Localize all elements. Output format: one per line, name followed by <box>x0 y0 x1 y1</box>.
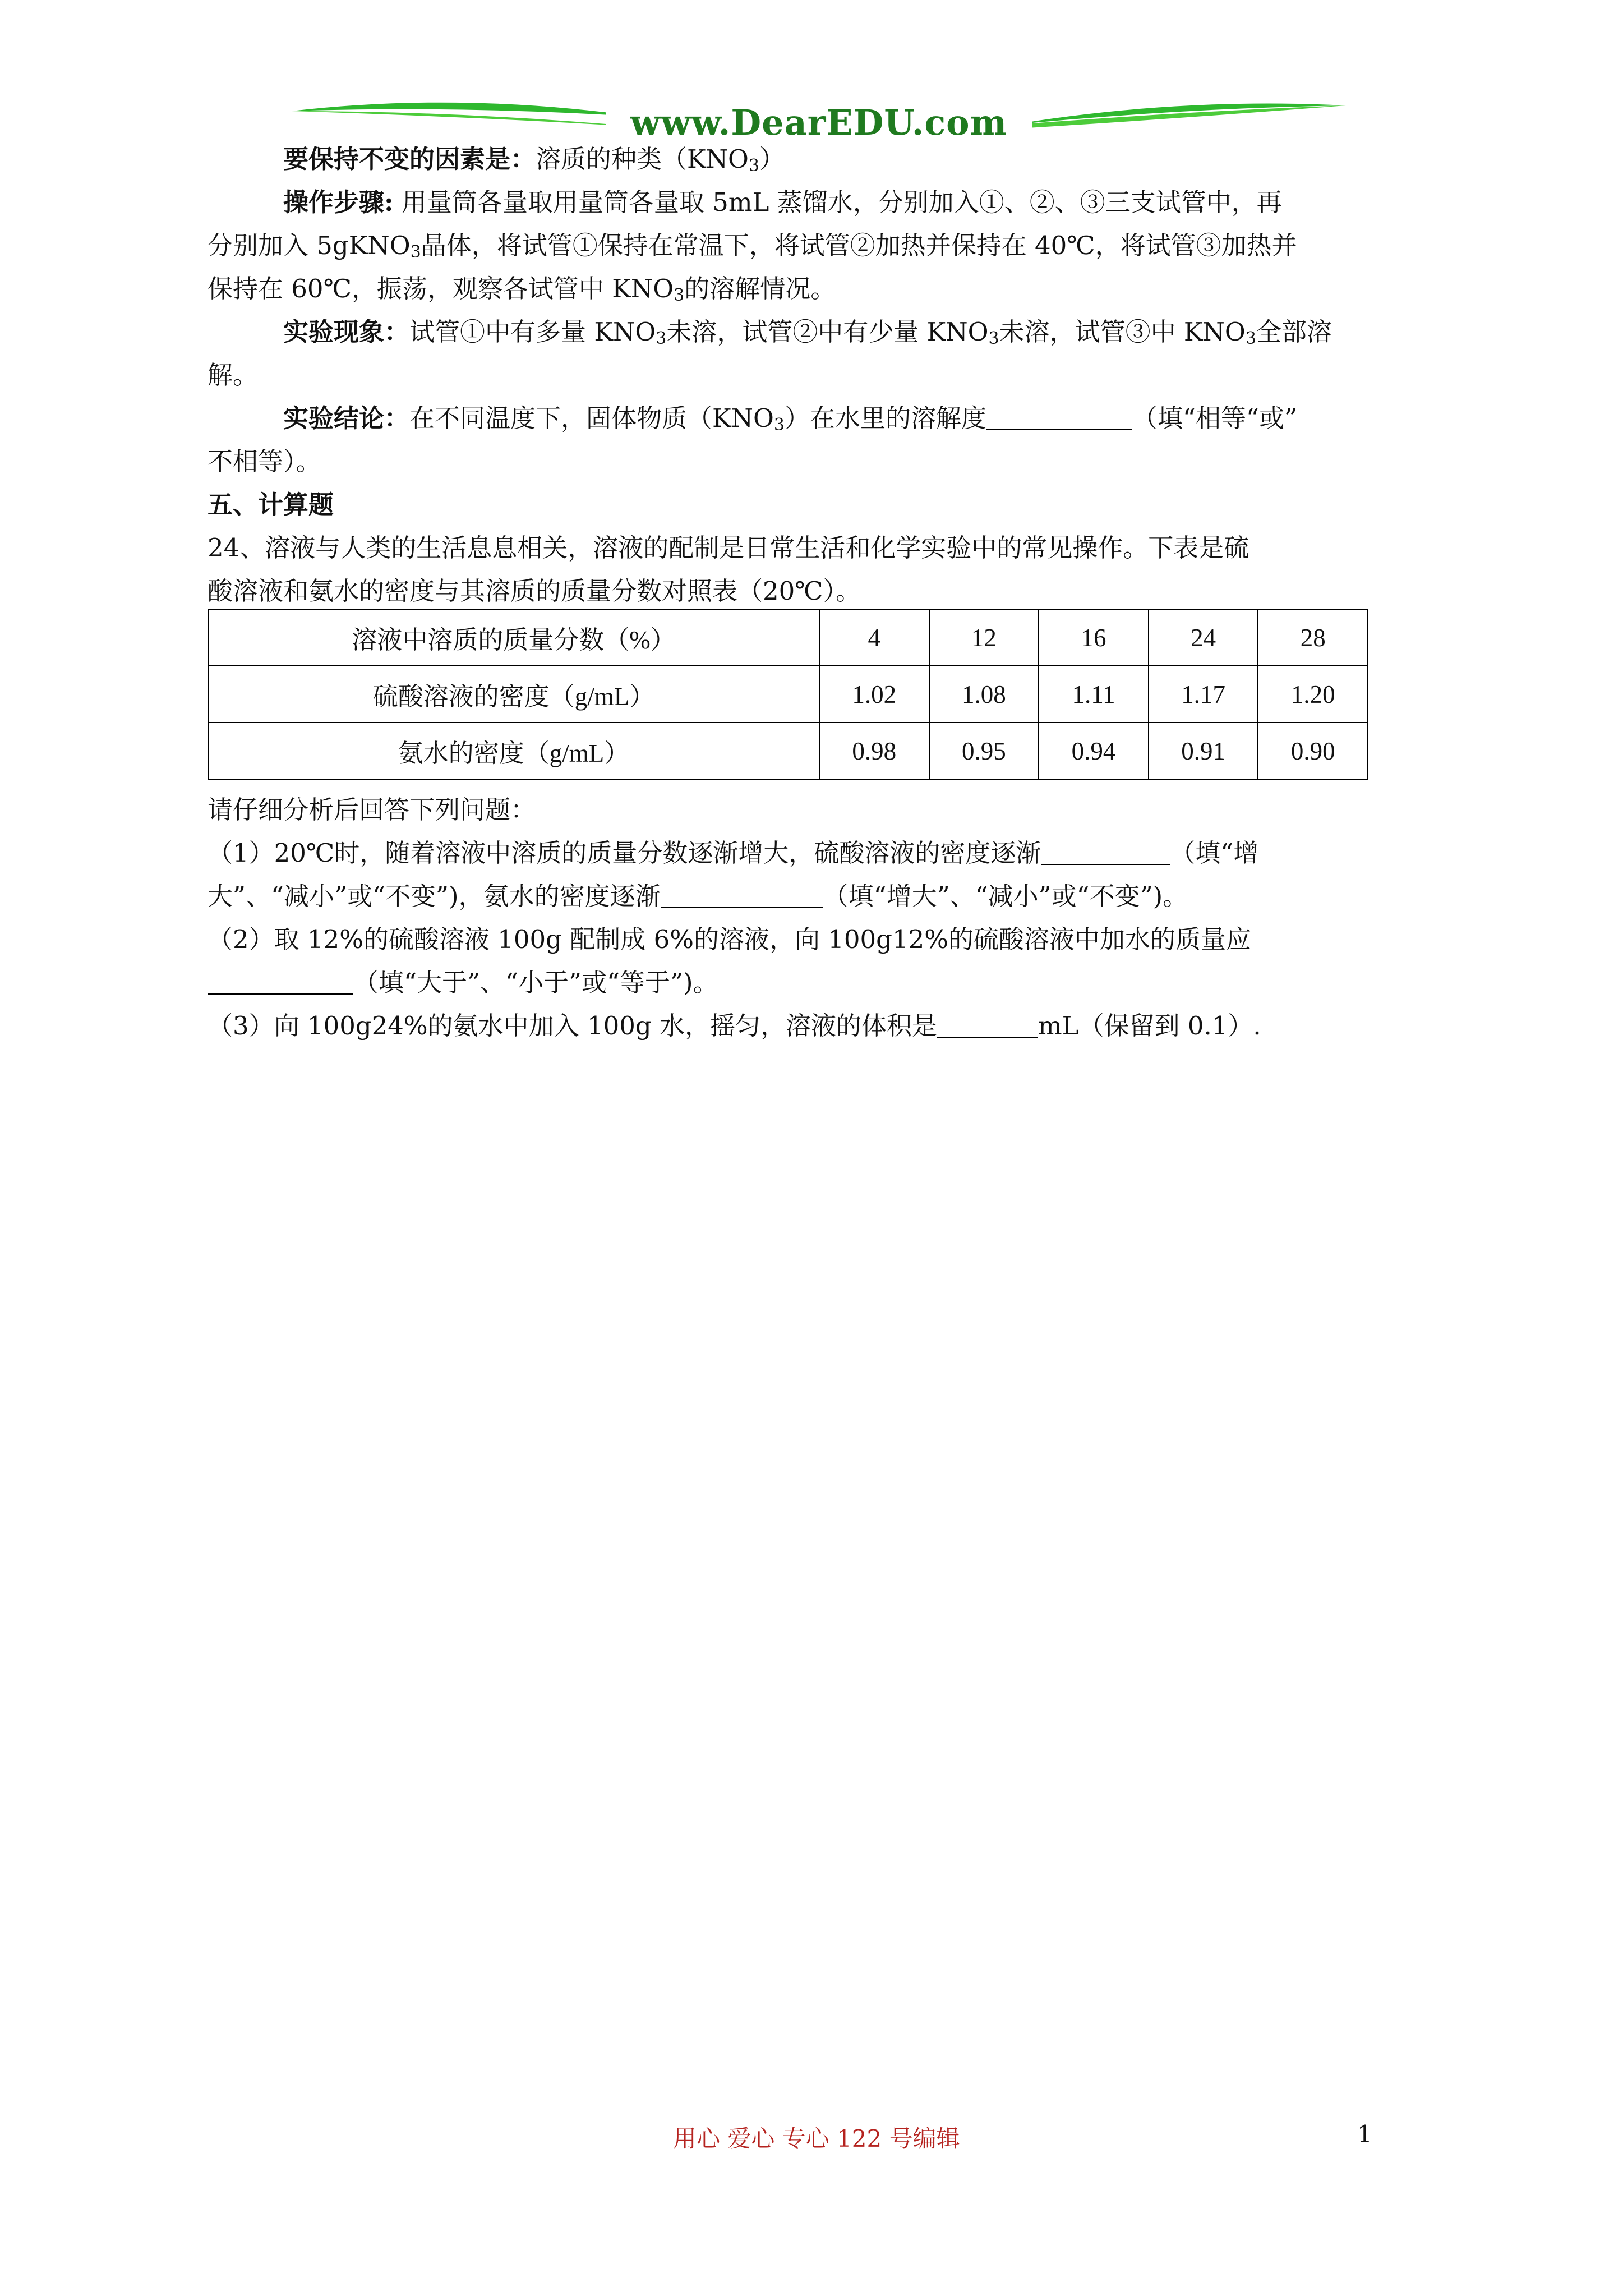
table-row-label: 氨水的密度（g/mL） <box>208 723 819 779</box>
document-body <box>208 137 1413 613</box>
table-cell: 4 <box>819 609 929 666</box>
table-cell: 0.94 <box>1039 723 1149 779</box>
answer-blank-q3[interactable] <box>937 1011 1038 1038</box>
table-row <box>208 609 1368 666</box>
table-cell: 0.91 <box>1149 723 1258 779</box>
paragraph-conclusion-line2: 不相等）。 <box>208 447 321 476</box>
label-invariant: 要保持不变的因素是： <box>283 144 536 174</box>
table-cell: 1.20 <box>1258 666 1368 723</box>
table-row <box>208 723 1368 779</box>
density-table <box>208 609 1368 780</box>
section-title: 五、计算题 <box>208 490 334 519</box>
paragraph-invariant: 要保持不变的因素是：溶质的种类$(KNO_3)$ <box>283 144 785 176</box>
questions-block <box>208 788 1413 1047</box>
table-cell: 1.11 <box>1039 666 1149 723</box>
table-cell: 1.02 <box>819 666 929 723</box>
table-cell: 12 <box>929 609 1039 666</box>
paragraph-phenomenon: 实验现象：试管①中有多量 $KNO_3$未溶，试管②中有少量 $KNO_3$未溶，试管③中 $KNO_3$全部溶 <box>283 317 1332 348</box>
answer-blank-q2[interactable] <box>208 968 353 995</box>
question-1-line1: （1）20℃时，随着溶液中溶质的质量分数逐渐增大，硫酸溶液的密度逐渐 （填“增 <box>208 838 1259 868</box>
paragraph-phenomenon-line2: 解。 <box>208 360 259 390</box>
label-conclusion: 实验结论： <box>283 403 410 433</box>
question-24-line2: 酸溶液和氨水的密度与其溶质的质量分数对照表（20℃）。 <box>208 576 861 606</box>
paragraph-procedure-line3: 保持在 60℃，振荡，观察各试管中 $KNO_3$的溶解情况。 <box>208 274 836 305</box>
answer-blank-conclusion[interactable] <box>986 404 1132 430</box>
table-row <box>208 666 1368 723</box>
paragraph-procedure-line2: 分别加入 5gKNO$_3$晶体，将试管①保持在常温下，将试管②加热并保持在 40℃，将试管③加热并 <box>208 231 1297 262</box>
table-cell: 16 <box>1039 609 1149 666</box>
table-row-label: 硫酸溶液的密度（g/mL） <box>208 666 819 723</box>
answer-blank-q1a[interactable] <box>1041 839 1170 865</box>
question-24-line1: 24、溶液与人类的生活息息相关，溶液的配制是日常生活和化学实验中的常见操作。下表是硫 <box>208 533 1249 563</box>
label-procedure: 操作步骤: <box>283 187 394 217</box>
question-1-line2: 大”、“减小”或“不变”)，氨水的密度逐渐 （填“增大”、“减小”或“不变”)。 <box>208 881 1188 911</box>
paragraph-conclusion: 实验结论：在不同温度下，固体物质$(KNO_3)$在水里的溶解度 （填“相等“或” <box>283 403 1298 435</box>
footer-text: 用心 爱心 专心 122 号编辑 <box>673 2125 960 2152</box>
question-2-line2: （填“大于”、“小于”或“等于”)。 <box>208 961 1413 1004</box>
label-phenomenon: 实验现象： <box>283 317 410 347</box>
table-cell: 24 <box>1149 609 1258 666</box>
table-cell: 0.98 <box>819 723 929 779</box>
question-3-line: （3）向 100g24%的氨水中加入 100g 水，摇匀，溶液的体积是 mL（保留到 0.1）. <box>208 1011 1261 1041</box>
paragraph-procedure: 操作步骤: 用量筒各量取用量筒各量取 5mL 蒸馏水，分别加入①、②、③三支试管中，再 <box>283 187 1282 217</box>
table-header-cell: 溶液中溶质的质量分数（%） <box>208 609 819 666</box>
table-cell: 1.17 <box>1149 666 1258 723</box>
table-cell: 0.90 <box>1258 723 1368 779</box>
questions-intro: 请仔细分析后回答下列问题： <box>208 795 536 825</box>
page-number: 1 <box>1357 2120 1372 2148</box>
banner-url: www.DearEDU.com <box>606 102 1032 143</box>
table-cell: 28 <box>1258 609 1368 666</box>
table-cell: 0.95 <box>929 723 1039 779</box>
table-cell: 1.08 <box>929 666 1039 723</box>
answer-blank-q1b[interactable] <box>661 882 823 908</box>
question-2-line1: （2）取 12%的硫酸溶液 100g 配制成 6%的溶液，向 100g12%的硫酸溶液中加水的质量应 <box>208 924 1251 954</box>
